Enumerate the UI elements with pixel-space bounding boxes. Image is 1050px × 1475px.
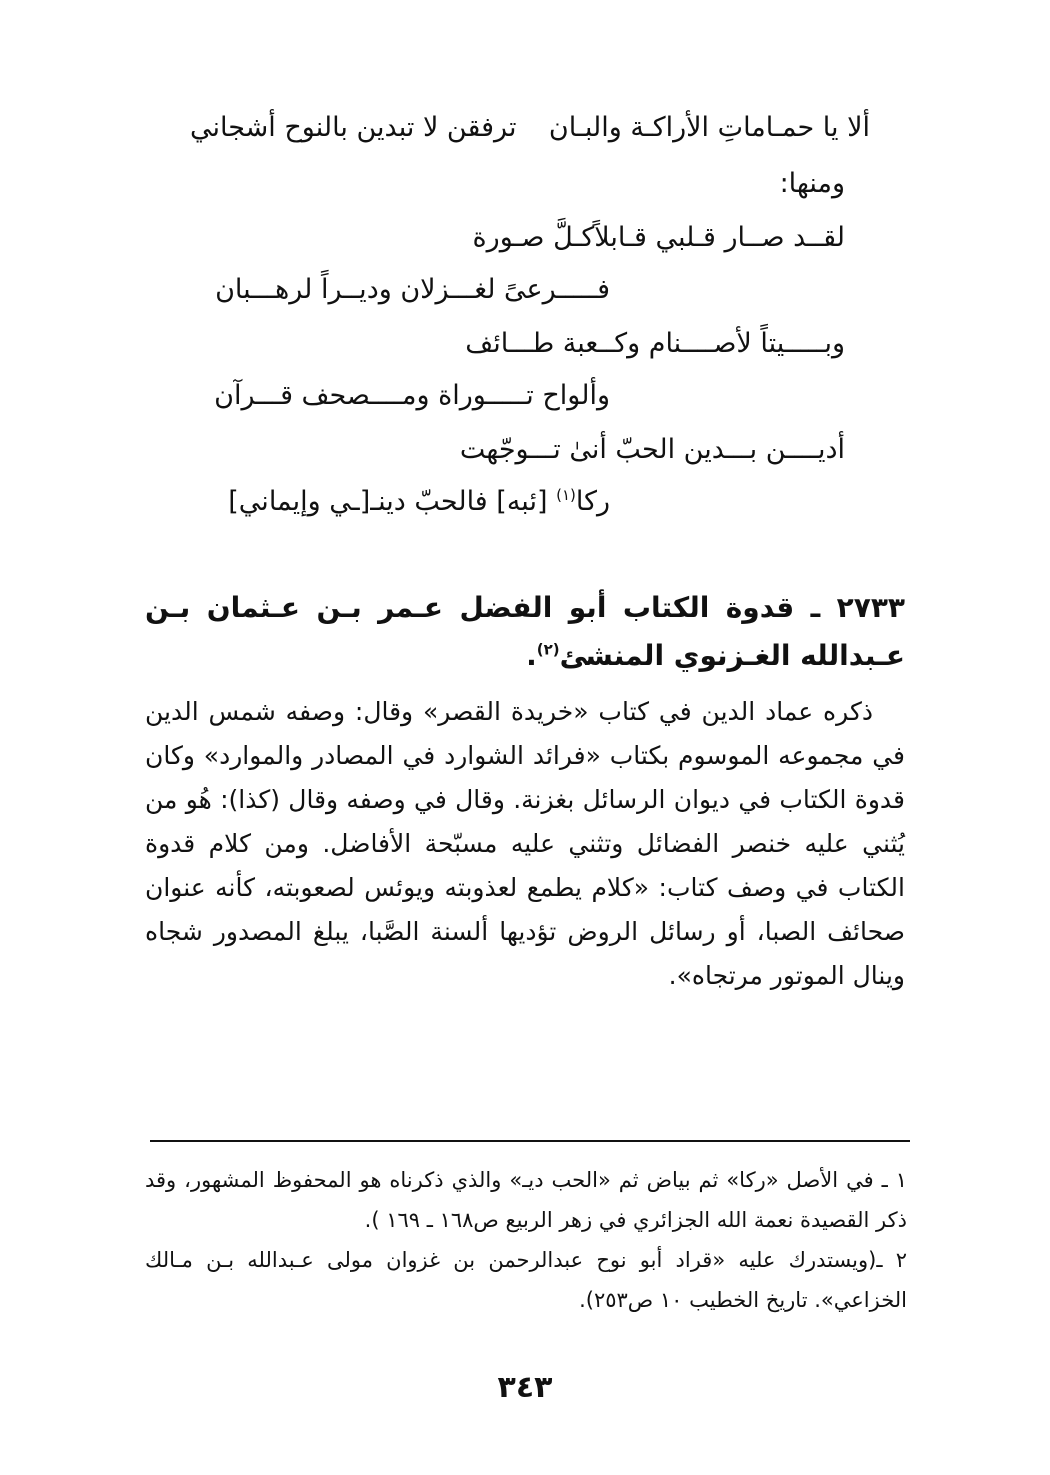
footnote-marker-2: (٢) [536,640,560,659]
minha-label: ومنها: [779,168,845,199]
poem-line-6-start: ركا [575,486,610,517]
entry-title-text: ـ قدوة الكتاب أبو الفضل عـمر بـن عـثمان بـن عـبدالله الغـزنوي المنشئ [145,591,905,672]
body-paragraph: ذكره عماد الدين في كتاب «خريدة القصر» وقال: وصفه شمس الدين في مجموعه الموسوم بكتاب «فرائد الشوارد في المصادر والموارد» وكان قدوة الكتاب في ديوان الرسائل بغزنة. وقال في وصفه وقال (كذا): هُو من يُثني عليه خنصر الفضائل وتثني عليه مسبّحة الأفاضل. ومن كلام قدوة الكتاب في وصف كتاب: «كلام يطمع لعذوبته ويوئس لصعوبته، كأنه عنوان صحائف الصبا، أو رسائل الروض تؤديها ألسنة الصَّبا، يبلغ المصدور شجاه وينال الموتور مرتجاه». [145,697,905,990]
poem-line-2: فـــــرعىً لغـــزلان وديــراً لرهـــبان [215,274,610,305]
verse-hemistich-1: ألا يا حمـاماتِ الأراكـة والبـان [548,112,870,143]
footnote-marker-1: (١) [556,486,576,504]
poem-line-3: وبـــــيتاً لأصــــنام وكــعبة طـــائف [465,328,845,359]
opening-verse [190,108,900,148]
entry-heading [145,584,905,680]
entry-number: ٢٧٣٣ [836,591,905,624]
poem-line-5: أديــــن بـــدين الحبّ أنىٰ تـــوجّهت [459,434,845,465]
verse-hemistich-2: ترفقن لا تبدين بالنوح أشجاني [190,112,517,143]
poem-line-6 [228,482,610,522]
footnotes [145,1160,907,1320]
entry-body [145,690,905,998]
footnote-2: ٢ ـ(ويستدرك عليه «قراد أبو نوح عبدالرحمن بن غزوان مولى عـبدالله بـن مـالك الخزاعي». تاريخ الخطيب ١٠ ص٢٥٣). [145,1248,907,1312]
footnote-1: ١ ـ في الأصل «ركا» ثم بياض ثم «الحب ديـ» والذي ذكرناه هو المحفوظ المشهور، وقد ذكر القصيدة نعمة الله الجزائري في زهر الربيع ص١٦٨ ـ ١٦٩ ). [145,1168,907,1232]
poem-line-6-end: [ئبه] فالحبّ دينـ[ـي وإيماني] [228,486,557,517]
page-number: ٣٤٣ [497,1370,553,1405]
poem-line-1: لقــد صــار قـلبي قـابلاًكـلَّ صـورة [472,222,845,253]
poem-line-4: وألواح تـــــوراة ومــــصحف قـــرآن [214,380,610,411]
footnote-divider [150,1140,910,1142]
entry-title-end: . [526,639,537,672]
